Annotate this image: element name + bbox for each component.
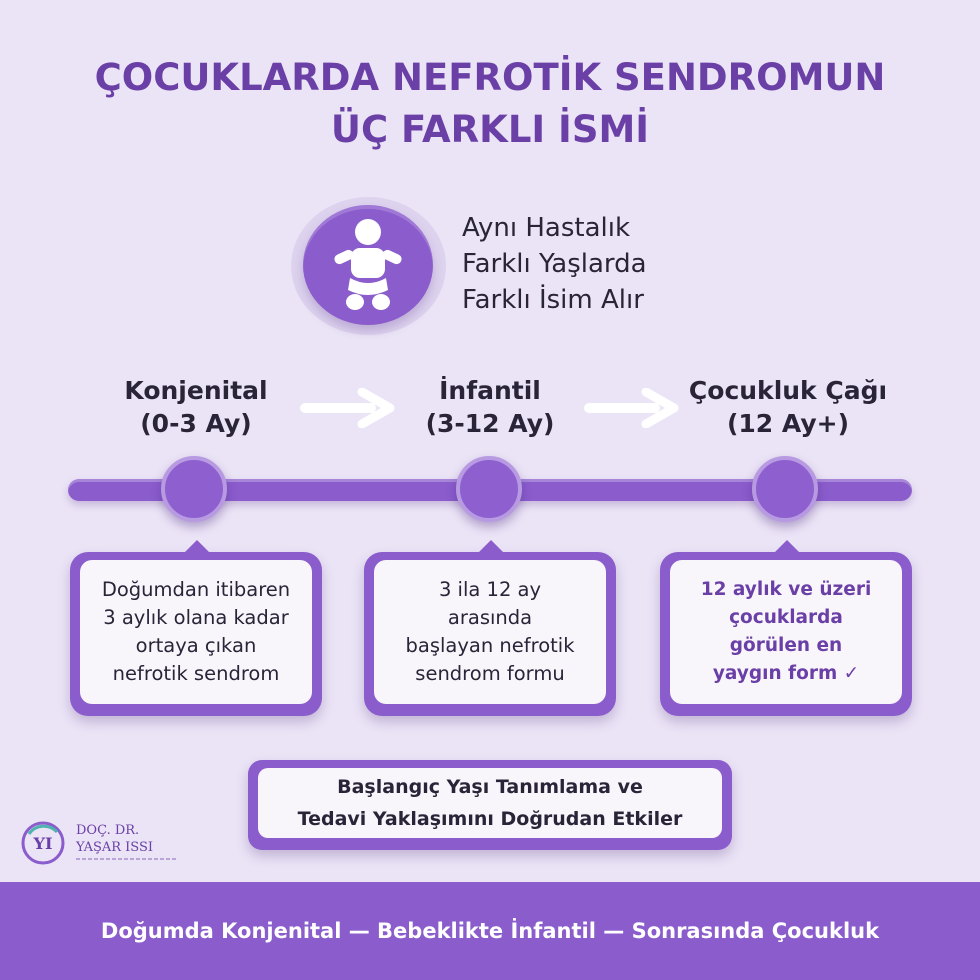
- tagline-line-3: Farklı İsim Alır: [462, 285, 644, 315]
- card-line: yaygın form ✓: [712, 663, 860, 684]
- card-line: 12 aylık ve üzeri: [700, 579, 872, 600]
- note-box: [248, 760, 732, 850]
- logo-mark: [20, 820, 66, 866]
- arrow-right-icon: [582, 388, 682, 428]
- tagline: [462, 210, 722, 318]
- logo-name: YAŞAR ISSI: [76, 840, 154, 855]
- card-line: ortaya çıkan: [135, 634, 257, 657]
- tagline-line-2: Farklı Yaşlarda: [462, 249, 647, 279]
- stage-card-cocukluk: [660, 552, 912, 716]
- timeline-node-infantil: [456, 456, 522, 522]
- card-line: Doğumdan itibaren: [101, 578, 291, 601]
- card-line: 3 ila 12 ay: [438, 578, 542, 601]
- stage-label-infantil: [400, 374, 580, 440]
- stage-card-text: [80, 560, 312, 704]
- stage-range: (3-12 Ay): [425, 409, 555, 438]
- card-line: çocuklarda: [729, 607, 843, 628]
- note-line-1: Başlangıç Yaşı Tanımlama ve: [337, 776, 643, 798]
- stage-name: İnfantil: [439, 376, 541, 405]
- stage-range: (12 Ay+): [726, 409, 850, 438]
- card-line: 3 aylık olana kadar: [103, 606, 289, 629]
- card-line: arasında: [447, 606, 533, 629]
- title-line-2: ÜÇ FARKLI İSMİ: [330, 108, 650, 151]
- logo-subtitle: [76, 858, 176, 860]
- stage-name: Konjenital: [124, 376, 268, 405]
- stage-label-cocukluk: [668, 374, 908, 440]
- stage-card-konjenital: [70, 552, 322, 716]
- stage-card-text: [374, 560, 606, 704]
- page-title: [0, 52, 980, 156]
- card-line: başlayan nefrotik: [405, 634, 575, 657]
- arrow-right-icon: [298, 388, 398, 428]
- card-line: nefrotik sendrom: [112, 662, 280, 685]
- timeline-node-konjenital: [161, 456, 227, 522]
- tagline-line-1: Aynı Hastalık: [462, 213, 631, 243]
- stage-range: (0-3 Ay): [140, 409, 252, 438]
- card-line: sendrom formu: [415, 662, 565, 685]
- timeline-node-cocukluk: [752, 456, 818, 522]
- footer-banner: Doğumda Konjenital — Bebeklikte İnfantil — Sonrasında Çocukluk: [0, 882, 980, 980]
- note-line-2: Tedavi Yaklaşımını Doğrudan Etkiler: [297, 808, 683, 830]
- stage-label-konjenital: [98, 374, 294, 440]
- baby-icon: [328, 214, 408, 314]
- logo-title: DOÇ. DR.: [76, 823, 140, 838]
- note-text: [258, 768, 722, 838]
- card-line: görülen en: [729, 635, 843, 656]
- title-line-1: ÇOCUKLARDA NEFROTİK SENDROMUN: [94, 56, 886, 99]
- stage-name: Çocukluk Çağı: [688, 376, 888, 405]
- stage-card-text: [670, 560, 902, 704]
- stage-card-infantil: [364, 552, 616, 716]
- svg-text:YI: YI: [33, 834, 53, 853]
